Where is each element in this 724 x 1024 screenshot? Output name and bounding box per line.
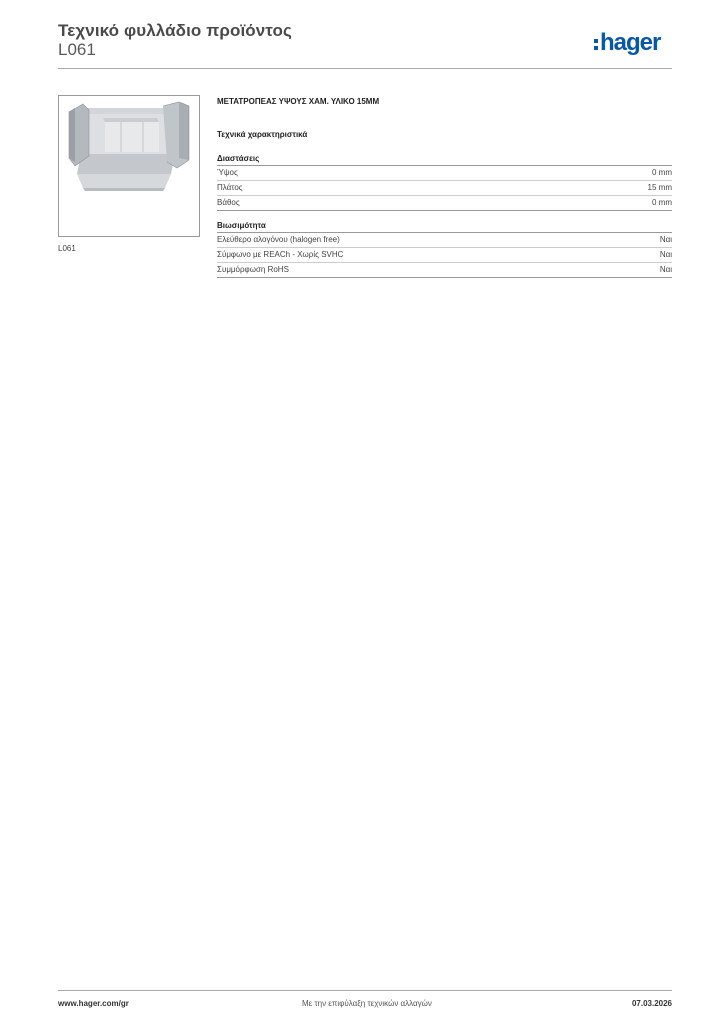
document-title: Τεχνικό φυλλάδιο προϊόντος — [58, 21, 292, 40]
logo-dots-icon — [594, 39, 598, 50]
image-caption: L061 — [58, 244, 76, 253]
spec-row — [217, 166, 672, 181]
spec-row — [217, 196, 672, 211]
footer-date: 07.03.2026 — [631, 999, 672, 1008]
product-code: L061 — [58, 40, 96, 59]
spec-label: Ύψος — [217, 168, 238, 177]
group-title-dimensions: Διαστάσεις — [217, 154, 672, 166]
group-title-sustainability: Βιωσιμότητα — [217, 221, 672, 233]
product-name: ΜΕΤΑΤΡΟΠΕΑΣ ΥΨΟΥΣ ΧΑΜ. ΥΛΙΚΟ 15MM — [217, 97, 380, 106]
spec-label: Πλάτος — [217, 183, 243, 192]
product-details — [217, 97, 672, 278]
specs-section-title: Τεχνικά χαρακτηριστικά — [217, 130, 308, 139]
spec-value: Ναι — [659, 250, 672, 259]
spec-label: Ελεύθερο αλογόνου (halogen free) — [217, 235, 340, 244]
spec-label: Συμμόρφωση RoHS — [217, 265, 289, 274]
spec-value: 0 mm — [652, 168, 672, 177]
spec-value: 15 mm — [647, 183, 672, 192]
header-divider — [58, 68, 672, 69]
footer-disclaimer: Με την επιφύλαξη τεχνικών αλλαγών — [302, 999, 432, 1008]
cable-duct-adapter-image — [59, 96, 199, 236]
product-image-frame — [58, 95, 200, 237]
spec-value: Ναι — [659, 265, 672, 274]
logo-text: hager — [600, 29, 661, 56]
footer-divider — [58, 990, 672, 991]
hager-logo[interactable] — [594, 30, 660, 56]
spec-value: Ναι — [659, 235, 672, 244]
spec-value: 0 mm — [652, 198, 672, 207]
spec-row — [217, 263, 672, 278]
spec-label: Σύμφωνο με REACh - Χωρίς SVHC — [217, 250, 344, 259]
spec-label: Βάθος — [217, 198, 240, 207]
spec-row — [217, 181, 672, 196]
spec-row — [217, 248, 672, 263]
footer-website-link[interactable]: www.hager.com/gr — [58, 999, 129, 1008]
spec-row — [217, 233, 672, 248]
